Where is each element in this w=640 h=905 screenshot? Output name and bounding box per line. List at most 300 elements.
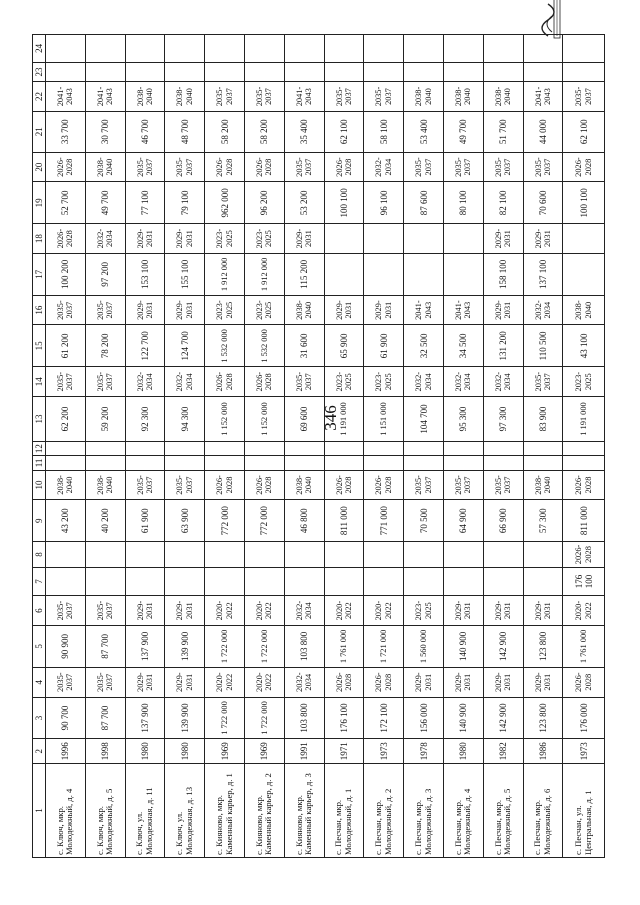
- value-cell: [404, 542, 444, 568]
- value-cell: 2035-2037: [483, 152, 523, 182]
- value-cell: 87 700: [85, 625, 125, 667]
- value-cell: [284, 441, 324, 455]
- value-cell: 2026-2028: [205, 152, 245, 182]
- value-cell: 66 900: [483, 500, 523, 542]
- value-cell: [205, 542, 245, 568]
- address-cell: с. Ключ, мкр. Молодежный, д. 5: [85, 763, 125, 857]
- value-cell: 811 000: [324, 500, 364, 542]
- value-cell: 2035-2037: [444, 152, 484, 182]
- value-cell: 2038-2040: [444, 82, 484, 112]
- value-cell: [523, 456, 563, 470]
- value-cell: [165, 456, 205, 470]
- value-cell: [125, 35, 165, 63]
- value-cell: 1969: [205, 739, 245, 764]
- value-cell: 176 100: [324, 697, 364, 739]
- value-cell: 1973: [563, 739, 605, 764]
- value-cell: 104 700: [404, 397, 444, 442]
- value-cell: 40 200: [85, 500, 125, 542]
- value-cell: 2035-2037: [245, 82, 285, 112]
- header-cell: 17: [33, 253, 46, 295]
- value-cell: 1 722 000: [205, 625, 245, 667]
- value-cell: 1 152 000: [245, 397, 285, 442]
- value-cell: 2023-2025: [364, 367, 404, 397]
- value-cell: 2035-2037: [284, 367, 324, 397]
- value-cell: [165, 62, 205, 81]
- value-cell: 2032-2034: [523, 295, 563, 325]
- value-cell: [205, 456, 245, 470]
- value-cell: 124 700: [165, 325, 205, 367]
- value-cell: 2026-2028: [563, 667, 605, 697]
- value-cell: 811 000: [563, 500, 605, 542]
- table-row: [563, 35, 605, 858]
- value-cell: 2020-2022: [245, 667, 285, 697]
- value-cell: [563, 224, 605, 254]
- value-cell: 1 722 000: [245, 697, 285, 739]
- value-cell: 97 200: [85, 253, 125, 295]
- value-cell: 1 761 000: [324, 625, 364, 667]
- value-cell: 2041-2043: [523, 82, 563, 112]
- value-cell: 2041-2043: [284, 82, 324, 112]
- table-row: [444, 35, 484, 858]
- value-cell: 52 700: [46, 182, 86, 224]
- value-cell: [444, 224, 484, 254]
- value-cell: 2029-2031: [523, 667, 563, 697]
- value-cell: 2038-2040: [165, 82, 205, 112]
- value-cell: 53 400: [404, 111, 444, 152]
- value-cell: [563, 441, 605, 455]
- header-cell: 12: [33, 441, 46, 455]
- value-cell: 1996: [46, 739, 86, 764]
- value-cell: 2029-2031: [165, 295, 205, 325]
- value-cell: 77 100: [125, 182, 165, 224]
- value-cell: 142 900: [483, 625, 523, 667]
- value-cell: 61 900: [125, 500, 165, 542]
- value-cell: 2035-2037: [46, 295, 86, 325]
- value-cell: 2026-2028: [324, 152, 364, 182]
- value-cell: 2029-2031: [483, 224, 523, 254]
- value-cell: [364, 35, 404, 63]
- table-row: [324, 35, 364, 858]
- value-cell: 2029-2031: [125, 596, 165, 626]
- value-cell: 2035-2037: [85, 596, 125, 626]
- header-cell: 14: [33, 367, 46, 397]
- value-cell: 94 300: [165, 397, 205, 442]
- header-cell: 10: [33, 470, 46, 500]
- value-cell: 32 500: [404, 325, 444, 367]
- address-cell: с. Кияново, мкр. Каменный карьер, д. 2: [245, 763, 285, 857]
- value-cell: 2038-2040: [125, 82, 165, 112]
- table-row: [245, 35, 285, 858]
- page-number: 346: [320, 405, 340, 431]
- value-cell: 2026-2028: [245, 470, 285, 500]
- value-cell: 156 000: [404, 697, 444, 739]
- value-cell: [563, 62, 605, 81]
- value-cell: 2035-2037: [85, 667, 125, 697]
- value-cell: [85, 456, 125, 470]
- value-cell: 2029-2031: [125, 295, 165, 325]
- value-cell: 2035-2037: [324, 82, 364, 112]
- value-cell: 137 900: [125, 625, 165, 667]
- value-cell: 123 800: [523, 625, 563, 667]
- value-cell: 2026-2028: [364, 470, 404, 500]
- header-cell: 18: [33, 224, 46, 254]
- value-cell: [245, 441, 285, 455]
- value-cell: 1 191 000: [324, 397, 364, 442]
- value-cell: 131 200: [483, 325, 523, 367]
- value-cell: [364, 542, 404, 568]
- value-cell: 2029-2031: [404, 667, 444, 697]
- value-cell: 2020-2022: [205, 667, 245, 697]
- value-cell: [85, 567, 125, 596]
- value-cell: [205, 35, 245, 63]
- value-cell: 90 900: [46, 625, 86, 667]
- value-cell: [85, 441, 125, 455]
- value-cell: 2023-2025: [563, 367, 605, 397]
- value-cell: 2026-2028: [46, 152, 86, 182]
- value-cell: 176 000: [563, 697, 605, 739]
- value-cell: 155 100: [165, 253, 205, 295]
- header-cell: 7: [33, 567, 46, 596]
- value-cell: 82 100: [483, 182, 523, 224]
- value-cell: 64 900: [444, 500, 484, 542]
- value-cell: [563, 253, 605, 295]
- value-cell: 142 900: [483, 697, 523, 739]
- value-cell: 2038-2040: [85, 152, 125, 182]
- value-cell: 2020-2022: [245, 596, 285, 626]
- value-cell: [523, 441, 563, 455]
- value-cell: 2029-2031: [483, 596, 523, 626]
- value-cell: 2026-2028: [46, 224, 86, 254]
- value-cell: [46, 62, 86, 81]
- header-cell: 23: [33, 62, 46, 81]
- value-cell: 158 100: [483, 253, 523, 295]
- value-cell: 2041-2043: [404, 295, 444, 325]
- value-cell: [324, 35, 364, 63]
- value-cell: 96 200: [245, 182, 285, 224]
- address-cell: с. Песчан, мкр. Молодежный, д. 6: [523, 763, 563, 857]
- value-cell: [165, 441, 205, 455]
- value-cell: 137 900: [125, 697, 165, 739]
- value-cell: [324, 567, 364, 596]
- value-cell: 2035-2037: [46, 596, 86, 626]
- value-cell: [404, 441, 444, 455]
- value-cell: 2035-2037: [523, 152, 563, 182]
- table-row: [404, 35, 444, 858]
- value-cell: 2026-2028: [324, 667, 364, 697]
- value-cell: 2023-2025: [324, 367, 364, 397]
- value-cell: 2020-2022: [563, 596, 605, 626]
- value-cell: [284, 456, 324, 470]
- value-cell: [46, 542, 86, 568]
- header-cell: 6: [33, 596, 46, 626]
- value-cell: 110 500: [523, 325, 563, 367]
- header-cell: 13: [33, 397, 46, 442]
- value-cell: [284, 62, 324, 81]
- value-cell: 2032-2034: [364, 152, 404, 182]
- value-cell: 1 722 000: [205, 697, 245, 739]
- value-cell: [324, 456, 364, 470]
- value-cell: 2035-2037: [46, 367, 86, 397]
- value-cell: 62 100: [563, 111, 605, 152]
- value-cell: 2035-2037: [404, 470, 444, 500]
- value-cell: 83 900: [523, 397, 563, 442]
- value-cell: 140 900: [444, 625, 484, 667]
- address-cell: с. Песчан, мкр. Молодежный, д. 2: [364, 763, 404, 857]
- value-cell: 2038-2040: [404, 82, 444, 112]
- value-cell: [563, 456, 605, 470]
- header-cell: 2: [33, 739, 46, 764]
- value-cell: 2029-2031: [165, 224, 205, 254]
- value-cell: 1980: [165, 739, 205, 764]
- value-cell: 2032-2034: [404, 367, 444, 397]
- value-cell: [523, 62, 563, 81]
- value-cell: 2035-2037: [165, 470, 205, 500]
- table-row: [483, 35, 523, 858]
- registration-stamp: [540, 0, 565, 40]
- value-cell: 2026-2028: [364, 667, 404, 697]
- value-cell: [245, 456, 285, 470]
- value-cell: [483, 456, 523, 470]
- value-cell: 48 700: [165, 111, 205, 152]
- value-cell: 2032-2034: [284, 596, 324, 626]
- value-cell: 57 300: [523, 500, 563, 542]
- value-cell: 2038-2040: [284, 470, 324, 500]
- header-cell: 9: [33, 500, 46, 542]
- value-cell: 2035-2037: [523, 367, 563, 397]
- value-cell: [324, 542, 364, 568]
- value-cell: 2026-2028: [563, 470, 605, 500]
- value-cell: [444, 542, 484, 568]
- value-cell: 59 200: [85, 397, 125, 442]
- value-cell: 2035-2037: [85, 295, 125, 325]
- table-row: [125, 35, 165, 858]
- value-cell: [85, 62, 125, 81]
- value-cell: 2029-2031: [284, 224, 324, 254]
- value-cell: 62 200: [46, 397, 86, 442]
- value-cell: 2035-2037: [125, 470, 165, 500]
- value-cell: [284, 567, 324, 596]
- value-cell: [125, 62, 165, 81]
- value-cell: 49 700: [444, 111, 484, 152]
- value-cell: 103 800: [284, 697, 324, 739]
- value-cell: 140 900: [444, 697, 484, 739]
- value-cell: 1973: [364, 739, 404, 764]
- header-cell: 3: [33, 697, 46, 739]
- value-cell: 2032-2034: [85, 224, 125, 254]
- value-cell: 2026-2028: [563, 152, 605, 182]
- value-cell: 153 100: [125, 253, 165, 295]
- rotated-table-container: [32, 34, 605, 858]
- address-cell: с. Песчан, мкр. Молодежный, д. 1: [324, 763, 364, 857]
- value-cell: 2035-2037: [46, 667, 86, 697]
- value-cell: [364, 567, 404, 596]
- berezniki-logo-icon: [534, 0, 562, 40]
- value-cell: 2035-2037: [125, 152, 165, 182]
- header-cell: 15: [33, 325, 46, 367]
- value-cell: 2035-2037: [165, 152, 205, 182]
- value-cell: [364, 62, 404, 81]
- value-cell: [284, 542, 324, 568]
- value-cell: 137 100: [523, 253, 563, 295]
- value-cell: 1 151 000: [364, 397, 404, 442]
- capital-repair-table: [32, 34, 605, 858]
- value-cell: 2035-2037: [444, 470, 484, 500]
- value-cell: [483, 62, 523, 81]
- value-cell: [444, 62, 484, 81]
- value-cell: 2041-2043: [85, 82, 125, 112]
- header-row: [33, 35, 46, 858]
- value-cell: 1 152 000: [205, 397, 245, 442]
- value-cell: 62 100: [324, 111, 364, 152]
- value-cell: 2041-2043: [444, 295, 484, 325]
- value-cell: 2029-2031: [523, 596, 563, 626]
- value-cell: 2020-2022: [364, 596, 404, 626]
- value-cell: 2026-2028: [563, 542, 605, 568]
- address-cell: с. Ключ, ул. Молодежная, д. 11: [125, 763, 165, 857]
- value-cell: 772 000: [205, 500, 245, 542]
- value-cell: 2038-2040: [85, 470, 125, 500]
- table-row: [364, 35, 404, 858]
- value-cell: 2023-2025: [245, 224, 285, 254]
- value-cell: 46 800: [284, 500, 324, 542]
- address-cell: с. Ключ, ул. Молодежная, д. 13: [165, 763, 205, 857]
- value-cell: [364, 253, 404, 295]
- value-cell: [404, 567, 444, 596]
- value-cell: [125, 456, 165, 470]
- value-cell: 78 200: [85, 325, 125, 367]
- header-cell: 24: [33, 35, 46, 63]
- value-cell: [483, 35, 523, 63]
- value-cell: 139 900: [165, 697, 205, 739]
- value-cell: 30 700: [85, 111, 125, 152]
- value-cell: 2026-2028: [324, 470, 364, 500]
- value-cell: 1991: [284, 739, 324, 764]
- value-cell: [404, 253, 444, 295]
- value-cell: 176 100: [563, 567, 605, 596]
- value-cell: [563, 35, 605, 63]
- value-cell: 103 800: [284, 625, 324, 667]
- value-cell: [125, 441, 165, 455]
- value-cell: 2026-2028: [245, 152, 285, 182]
- value-cell: [205, 441, 245, 455]
- address-cell: с. Песчан, мкр. Молодежный, д. 3: [404, 763, 444, 857]
- value-cell: 1982: [483, 739, 523, 764]
- value-cell: 2035-2037: [483, 470, 523, 500]
- value-cell: [46, 35, 86, 63]
- value-cell: [483, 567, 523, 596]
- value-cell: 2032-2034: [483, 367, 523, 397]
- value-cell: 2026-2028: [205, 470, 245, 500]
- value-cell: 139 900: [165, 625, 205, 667]
- value-cell: [46, 441, 86, 455]
- value-cell: 1 532 000: [245, 325, 285, 367]
- value-cell: 122 700: [125, 325, 165, 367]
- value-cell: [46, 456, 86, 470]
- value-cell: 87 700: [85, 697, 125, 739]
- value-cell: 772 000: [245, 500, 285, 542]
- value-cell: 43 200: [46, 500, 86, 542]
- value-cell: [364, 224, 404, 254]
- value-cell: 1 722 000: [245, 625, 285, 667]
- table-body: [46, 35, 605, 858]
- address-cell: с. Кияново, мкр. Каменный карьер, д. 3: [284, 763, 324, 857]
- value-cell: 2035-2037: [205, 82, 245, 112]
- value-cell: 1980: [444, 739, 484, 764]
- address-cell: с. Кияново, мкр. Каменный карьер, д. 1: [205, 763, 245, 857]
- value-cell: [444, 253, 484, 295]
- value-cell: 2029-2031: [483, 667, 523, 697]
- value-cell: [444, 567, 484, 596]
- value-cell: [483, 441, 523, 455]
- value-cell: 115 200: [284, 253, 324, 295]
- value-cell: [444, 35, 484, 63]
- header-cell: 19: [33, 182, 46, 224]
- header-cell: 5: [33, 625, 46, 667]
- value-cell: 2029-2031: [125, 224, 165, 254]
- value-cell: 2020-2022: [205, 596, 245, 626]
- value-cell: 2029-2031: [324, 295, 364, 325]
- value-cell: [324, 441, 364, 455]
- value-cell: 2029-2031: [523, 224, 563, 254]
- value-cell: 43 100: [563, 325, 605, 367]
- value-cell: 2038-2040: [46, 470, 86, 500]
- value-cell: 1 191 000: [563, 397, 605, 442]
- value-cell: 1 912 000: [205, 253, 245, 295]
- value-cell: 53 200: [284, 182, 324, 224]
- value-cell: 2038-2040: [523, 470, 563, 500]
- value-cell: 46 700: [125, 111, 165, 152]
- value-cell: [404, 35, 444, 63]
- header-cell: 8: [33, 542, 46, 568]
- value-cell: 2038-2040: [483, 82, 523, 112]
- value-cell: 2035-2037: [85, 367, 125, 397]
- table-row: [46, 35, 86, 858]
- table-row: [523, 35, 563, 858]
- value-cell: 58 100: [364, 111, 404, 152]
- value-cell: 65 900: [324, 325, 364, 367]
- table-row: [85, 35, 125, 858]
- value-cell: [245, 62, 285, 81]
- value-cell: 69 600: [284, 397, 324, 442]
- value-cell: 51 700: [483, 111, 523, 152]
- value-cell: 2020-2022: [324, 596, 364, 626]
- value-cell: 49 700: [85, 182, 125, 224]
- table-row: [165, 35, 205, 858]
- value-cell: 96 100: [364, 182, 404, 224]
- value-cell: [444, 456, 484, 470]
- value-cell: [205, 62, 245, 81]
- value-cell: 2032-2034: [284, 667, 324, 697]
- value-cell: 90 700: [46, 697, 86, 739]
- value-cell: [85, 542, 125, 568]
- value-cell: 44 000: [523, 111, 563, 152]
- value-cell: 61 200: [46, 325, 86, 367]
- value-cell: [125, 542, 165, 568]
- value-cell: [324, 224, 364, 254]
- value-cell: [165, 542, 205, 568]
- value-cell: [245, 35, 285, 63]
- value-cell: [46, 567, 86, 596]
- value-cell: 771 000: [364, 500, 404, 542]
- value-cell: 58 200: [205, 111, 245, 152]
- value-cell: [483, 542, 523, 568]
- value-cell: [364, 441, 404, 455]
- value-cell: 31 600: [284, 325, 324, 367]
- value-cell: [523, 567, 563, 596]
- value-cell: 1978: [404, 739, 444, 764]
- value-cell: 2026-2028: [205, 367, 245, 397]
- value-cell: 70 600: [523, 182, 563, 224]
